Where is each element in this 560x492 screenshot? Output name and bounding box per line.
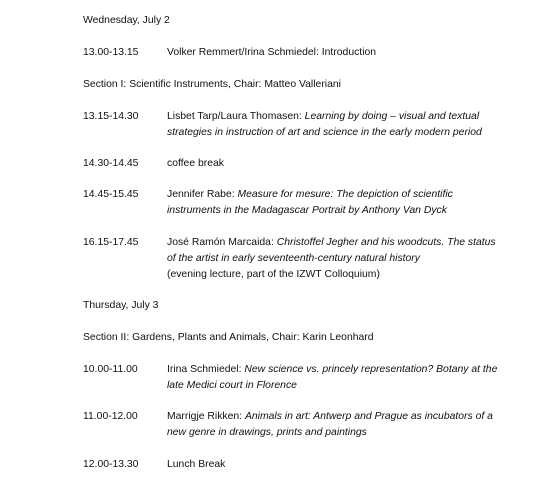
entry-speaker: Jennifer Rabe: xyxy=(167,189,238,200)
entry-content xyxy=(167,187,507,219)
entry-speaker: Lisbet Tarp/Laura Thomasen: xyxy=(167,111,305,122)
day-heading: Wednesday, July 2 xyxy=(83,15,170,26)
entry-title: Measure for mesure: The depiction of scientific instruments in the Madagascar Portrait by Anthony Van Dyck xyxy=(167,189,453,216)
entry-time: 11.00-12.00 xyxy=(83,411,138,422)
entry-speaker: Marrigje Rikken: xyxy=(167,411,245,422)
entry-time: 12.00-13.30 xyxy=(83,459,139,470)
section-heading: Section I: Scientific Instruments, Chair: Matteo Valleriani xyxy=(83,79,341,90)
entry-speaker: Volker Remmert/Irina Schmiedel: xyxy=(167,47,322,58)
entry-speaker: Lunch Break xyxy=(167,459,226,470)
entry-title: Christoffel Jegher and his woodcuts. The status of the artist in early seventeenth-century natural history xyxy=(167,237,496,264)
entry-time: 13.15-14.30 xyxy=(83,111,139,122)
entry-content xyxy=(167,156,507,172)
entry-content xyxy=(167,235,507,283)
day-heading: Thursday, July 3 xyxy=(83,300,159,311)
entry-title-plain: Introduction xyxy=(321,47,377,58)
entry-title: Animals in art: Antwerp and Prague as incubators of a new genre in drawings, prints and paintings xyxy=(167,411,493,438)
entry-speaker: coffee break xyxy=(167,158,224,169)
section-heading: Section II: Gardens, Plants and Animals, Chair: Karin Leonhard xyxy=(83,332,374,343)
entry-content xyxy=(167,409,507,441)
entry-speaker: José Ramón Marcaida: xyxy=(167,237,277,248)
entry-time: 13.00-13.15 xyxy=(83,47,139,58)
entry-title: Learning by doing – visual and textual strategies in instruction of art and science in the early modern period xyxy=(167,111,482,138)
entry-speaker: Irina Schmiedel: xyxy=(167,364,245,375)
entry-time: 16.15-17.45 xyxy=(83,237,139,248)
cut-off-next-line xyxy=(83,485,203,492)
entry-content xyxy=(167,362,507,394)
entry-content xyxy=(167,457,507,473)
entry-time: 14.45-15.45 xyxy=(83,189,139,200)
entry-content xyxy=(167,109,507,141)
entry-content xyxy=(167,45,507,61)
entry-time: 10.00-11.00 xyxy=(83,364,138,375)
entry-time: 14.30-14.45 xyxy=(83,158,139,169)
entry-title: New science vs. princely representation? Botany at the late Medici court in Florence xyxy=(167,364,498,391)
entry-note: (evening lecture, part of the IZWT Colloquium) xyxy=(167,269,380,280)
